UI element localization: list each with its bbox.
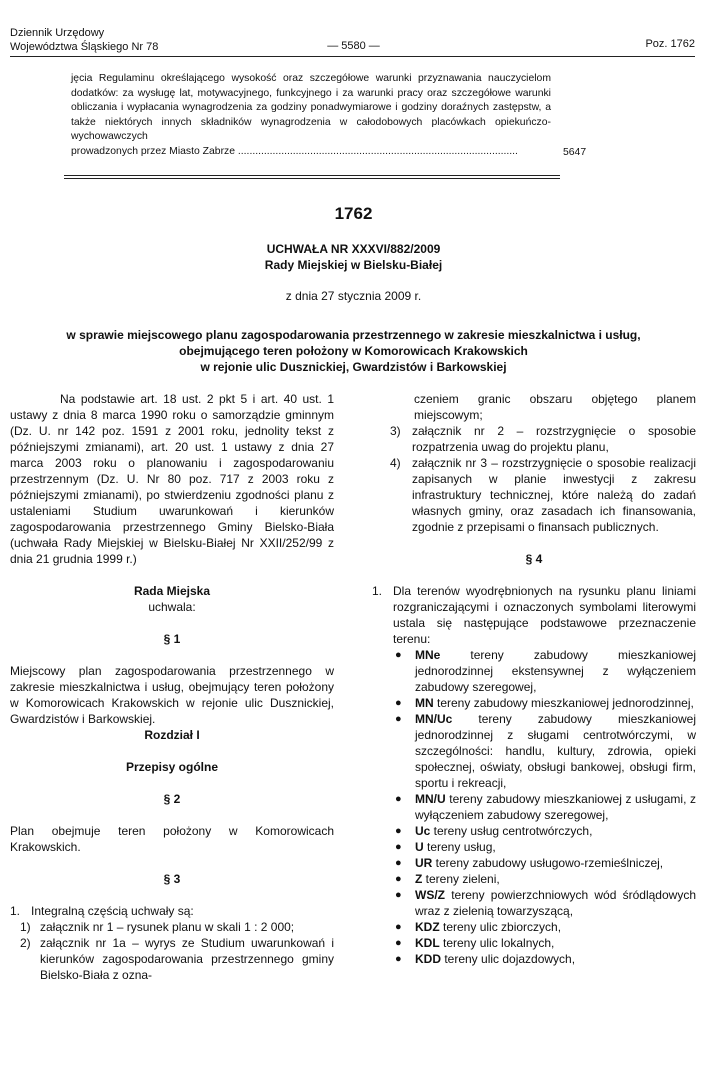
bullet-icon: ● [395,841,402,853]
land-use-item [372,647,696,695]
land-use-item-text [415,791,696,823]
land-use-item-text [415,887,696,919]
land-use-description: tereny zabudowy mieszkaniowej z usługami, z wyłączeniem zabudowy szeregowej, [415,792,696,822]
list-item [10,935,334,983]
subject-line-2: obejmującego teren położony w Komorowicach Krakowskich [179,344,528,358]
land-use-description: tereny usług, [423,840,496,854]
list-item-number: 2) [20,936,31,950]
list-item-continuation: czeniem granic obszaru objętego planem miejscowym; [414,392,696,422]
resolution-number: UCHWAŁA NR XXXVI/882/2009 [266,242,441,256]
land-use-description: tereny zieleni, [422,872,500,886]
land-use-item [372,871,696,887]
land-use-description: tereny ulic dojazdowych, [441,952,576,966]
land-use-item-text [415,919,696,935]
header-divider [10,56,695,57]
resolution-date: z dnia 27 stycznia 2009 r. [285,289,422,303]
subject-line-1: w sprawie miejscowego planu zagospodarowania przestrzennego w zakresie mieszkalnictwa i usług, [66,328,641,342]
list-item-number: 1) [20,920,31,934]
land-use-description: tereny powierzchniowych wód śródlądowych wraz z zielenią towarzyszącą, [415,888,696,918]
issuing-body: Rady Miejskiej w Bielsku-Białej [264,258,443,272]
list-item-text: Dla terenów wyodrębnionych na rysunku planu liniami rozgraniczającymi i oznaczonych symbolami literowymi ustala się następujące podstawowe przeznaczenie terenu: [393,584,696,646]
land-use-symbol: MNe [415,648,441,662]
journal-title-line2: Województwa Śląskiego Nr 78 [10,41,159,53]
land-use-item [372,951,696,967]
list-item-number: 1. [10,904,21,918]
land-use-item-text [415,871,696,887]
list-item-text: załącznik nr 2 – rozstrzygnięcie o sposobie rozpatrzenia uwag do projektu planu, [412,424,696,454]
land-use-item-text [415,951,696,967]
land-use-symbol: U [415,840,424,854]
bullet-icon: ● [395,953,402,965]
subject-line-3: w rejonie ulic Dusznickiej, Gwardzistów i Barkowskiej [200,360,507,374]
section-1-text: Miejscowy plan zagospodarowania przestrzennego w zakresie mieszkalnictwa i usług, obejmujący teren położony w Komorowicach Krakowskich w rejonie ulic Dusznickiej, Gwardzistów i Barkowskiej. [10,664,334,726]
list-item [10,919,334,935]
resolution-subject [0,327,707,375]
bullet-icon: ● [395,889,402,901]
toc-entry-last-line: prowadzonych przez Miasto Zabrze ................................................................................................. [71,145,518,157]
council-name: Rada Miejska [133,584,211,598]
toc-entry-text: jęcia Regulaminu określającego wysokość oraz szczegółowe warunki przyznawania nauczycielom dodatków: za wysługę lat, motywacyjnego, funkcyjnego i za warunki pracy oraz szczegółowe warunki obliczania i wypłacania wynagrodzenia za godziny ponadwymiarowe i godziny doraźnych zastępstw, a także niektórych innych składników wynagrodzenia w całodobowych placówkach opiekuńczo-wychowawczych [71,73,551,143]
resolves-label: uchwala: [148,600,196,614]
list-item-text: Integralną częścią uchwały są: [31,904,194,918]
toc-page-number: 5647 [563,147,587,158]
land-use-symbol: MN/Uc [415,712,453,726]
land-use-item-text [415,711,696,791]
land-use-item-text [415,647,696,695]
toc-divider-bottom [64,178,560,179]
land-use-description: tereny ulic zbiorczych, [439,920,562,934]
land-use-description: tereny zabudowy mieszkaniowej jednorodzinnej z sługami centrotwórczymi, w szczególności: handlu, kultury, zdrowia, opieki społecznej, oświaty, obsługi bankowej, obsługi firm, sportu i rekreacji, [415,712,696,790]
preamble: Na podstawie art. 18 ust. 2 pkt 5 i art. 40 ust. 1 ustawy z dnia 8 marca 1990 roku o samorządzie gminnym (Dz. U. nr 142 poz. 1591 z 2001 roku, jednolity tekst z późniejszymi zmianami), art. 20 ust. 1 ustawy z dnia 27 marca 2003 roku o planowaniu i zagospodarowaniu przestrzennym (Dz. U. Nr 80 poz. 717 z 2003 roku z późniejszymi zmianami), po stwierdzeniu zgodności planu z ustaleniami Studium uwarunkowań i kierunków zagospodarowania przestrzennego Gminy Bielsko-Biała (uchwała Rady Miejskiej w Bielsku-Białej Nr XXII/252/99 z dnia 21 grudnia 1999 r.) [10,392,334,566]
journal-title-line1: Dziennik Urzędowy [10,27,105,39]
list-item-number: 4) [390,456,401,470]
toc-entry [71,72,551,160]
right-column [372,391,696,967]
land-use-description: tereny zabudowy mieszkaniowej jednorodzinnej, [433,696,694,710]
land-use-item-text [415,839,696,855]
land-use-symbol: Uc [415,824,431,838]
bullet-icon: ● [395,873,402,885]
section-1-heading: § 1 [163,632,181,646]
list-item [372,423,696,455]
bullet-icon: ● [395,937,402,949]
bullet-icon: ● [395,793,402,805]
bullet-icon: ● [395,713,402,725]
land-use-item [372,855,696,871]
list-item-number: 1. [372,584,383,598]
land-use-symbol: WS/Z [415,888,445,902]
toc-divider-top [64,175,560,176]
bullet-icon: ● [395,697,402,709]
land-use-item [372,887,696,919]
list-item [10,903,334,919]
chapter-heading: Rozdział I [144,728,200,742]
land-use-symbol: UR [415,856,433,870]
resolution-title [0,241,707,273]
section-2-heading: § 2 [163,792,181,806]
land-use-description: tereny ulic lokalnych, [439,936,555,950]
land-use-item-text [415,695,696,711]
section-2-text: Plan obejmuje teren położony w Komorowicach Krakowskich. [10,824,334,854]
chapter-title: Przepisy ogólne [125,760,219,774]
page-number: — 5580 — [327,40,380,52]
position-number: 1762 [334,204,373,223]
left-column [10,391,334,983]
land-use-item [372,919,696,935]
land-use-symbol: MN [415,696,434,710]
bullet-icon: ● [395,825,402,837]
land-use-symbol: KDL [415,936,440,950]
land-use-symbol: KDZ [415,920,440,934]
land-use-item [372,791,696,823]
land-use-symbol: Z [415,872,423,886]
bullet-icon: ● [395,921,402,933]
position-label: Poz. 1762 [645,38,695,50]
land-use-item [372,695,696,711]
section-3-heading: § 3 [163,872,181,886]
list-item-number: 3) [390,424,401,438]
land-use-item-text [415,855,696,871]
list-item [372,455,696,535]
land-use-description: tereny zabudowy usługowo-rzemieślniczej, [432,856,664,870]
land-use-item-text [415,823,696,839]
list-item-text: załącznik nr 1a – wyrys ze Studium uwarunkowań i kierunków zagospodarowania przestrzennego gminy Bielsko-Biała z ozna- [40,936,334,982]
land-use-item-text [415,935,696,951]
bullet-icon: ● [395,857,402,869]
list-item [372,583,696,647]
land-use-item [372,839,696,855]
land-use-item [372,711,696,791]
section-4-heading: § 4 [525,552,543,566]
land-use-item [372,823,696,839]
land-use-list [372,647,696,967]
list-item-text: załącznik nr 1 – rysunek planu w skali 1 : 2 000; [40,920,295,934]
bullet-icon: ● [395,649,402,661]
list-item-text: załącznik nr 3 – rozstrzygnięcie o sposobie realizacji zapisanych w planie inwestycji z zakresu infrastruktury technicznej, które należą do zadań własnych gminy, oraz zasadach ich finansowania, zgodnie z przepisami o finansach publicznych. [412,456,696,534]
land-use-symbol: KDD [415,952,441,966]
land-use-symbol: MN/U [415,792,446,806]
land-use-description: tereny usług centrotwórczych, [430,824,593,838]
land-use-item [372,935,696,951]
land-use-description: tereny zabudowy mieszkaniowej jednorodzinnej ekstensywnej z wyłączeniem zabudowy szeregowej, [415,648,696,694]
